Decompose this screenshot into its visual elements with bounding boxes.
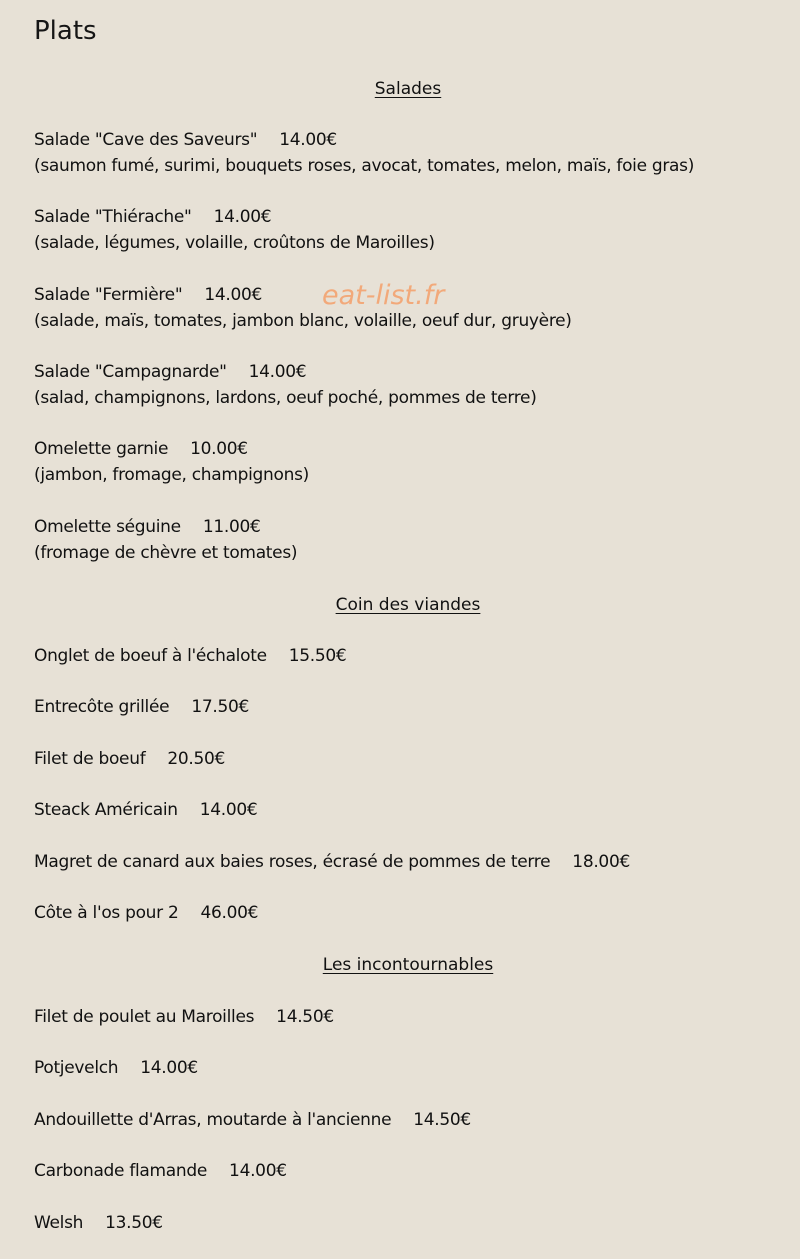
item-name: Salade "Thiérache"	[34, 207, 192, 227]
watermark: eat-list.fr	[322, 280, 445, 311]
menu-item	[34, 129, 337, 151]
item-price: 46.00€	[200, 903, 259, 923]
menu-item	[34, 1006, 334, 1028]
menu-item	[34, 1160, 287, 1182]
item-name: Andouillette d'Arras, moutarde à l'ancienne	[34, 1110, 392, 1130]
item-price: 11.00€	[202, 517, 261, 537]
item-price: 14.00€	[213, 207, 272, 227]
item-name: Salade "Fermière"	[34, 285, 183, 305]
item-price: 14.00€	[140, 1058, 198, 1078]
item-name: Welsh	[34, 1213, 84, 1233]
item-name: Filet de poulet au Maroilles	[34, 1007, 255, 1027]
item-price: 14.00€	[248, 362, 307, 382]
item-name: Omelette séguine	[34, 517, 181, 537]
item-description: (salade, maïs, tomates, jambon blanc, volaille, oeuf dur, gruyère)	[34, 311, 572, 331]
section-title-incontournables: Les incontournables	[322, 955, 494, 975]
item-name: Omelette garnie	[34, 439, 169, 459]
item-description: (saumon fumé, surimi, bouquets roses, avocat, tomates, melon, maïs, foie gras)	[34, 156, 695, 176]
menu-item	[34, 645, 346, 667]
item-name: Carbonade flamande	[34, 1161, 208, 1181]
item-description: (salade, légumes, volaille, croûtons de Maroilles)	[34, 233, 435, 253]
menu-item	[34, 902, 258, 924]
item-name: Magret de canard aux baies roses, écrasé de pommes de terre	[34, 852, 551, 872]
menu-item	[34, 799, 257, 821]
item-price: 14.50€	[413, 1110, 471, 1130]
item-description: (fromage de chèvre et tomates)	[34, 543, 298, 563]
menu-item	[34, 851, 630, 873]
menu-item	[34, 1212, 163, 1234]
item-price: 18.00€	[572, 852, 630, 872]
menu-item	[34, 284, 262, 306]
item-name: Entrecôte grillée	[34, 697, 170, 717]
menu-item	[34, 361, 306, 383]
menu-item	[34, 206, 271, 228]
item-price: 10.00€	[190, 439, 248, 459]
menu-item	[34, 438, 248, 460]
item-name: Onglet de boeuf à l'échalote	[34, 646, 267, 666]
menu-item	[34, 696, 249, 718]
item-price: 20.50€	[167, 749, 226, 769]
item-description: (salad, champignons, lardons, oeuf poché, pommes de terre)	[34, 388, 537, 408]
section-title-viandes: Coin des viandes	[335, 595, 481, 615]
item-description: (jambon, fromage, champignons)	[34, 465, 309, 485]
section-title-salades: Salades	[374, 79, 442, 99]
menu-item	[34, 748, 225, 770]
item-price: 14.00€	[204, 285, 263, 305]
item-price: 14.50€	[276, 1007, 334, 1027]
item-name: Filet de boeuf	[34, 749, 146, 769]
item-name: Potjevelch	[34, 1058, 119, 1078]
item-price: 14.00€	[279, 130, 337, 150]
item-name: Salade "Cave des Saveurs"	[34, 130, 258, 150]
item-price: 13.50€	[105, 1213, 163, 1233]
item-name: Côte à l'os pour 2	[34, 903, 179, 923]
item-price: 15.50€	[288, 646, 347, 666]
item-price: 17.50€	[191, 697, 249, 717]
menu-item	[34, 1109, 471, 1131]
item-price: 14.00€	[229, 1161, 287, 1181]
menu-item	[34, 1057, 198, 1079]
page-title: Plats	[34, 16, 97, 46]
item-name: Steack Américain	[34, 800, 178, 820]
item-price: 14.00€	[199, 800, 258, 820]
item-name: Salade "Campagnarde"	[34, 362, 227, 382]
menu-item	[34, 516, 261, 538]
